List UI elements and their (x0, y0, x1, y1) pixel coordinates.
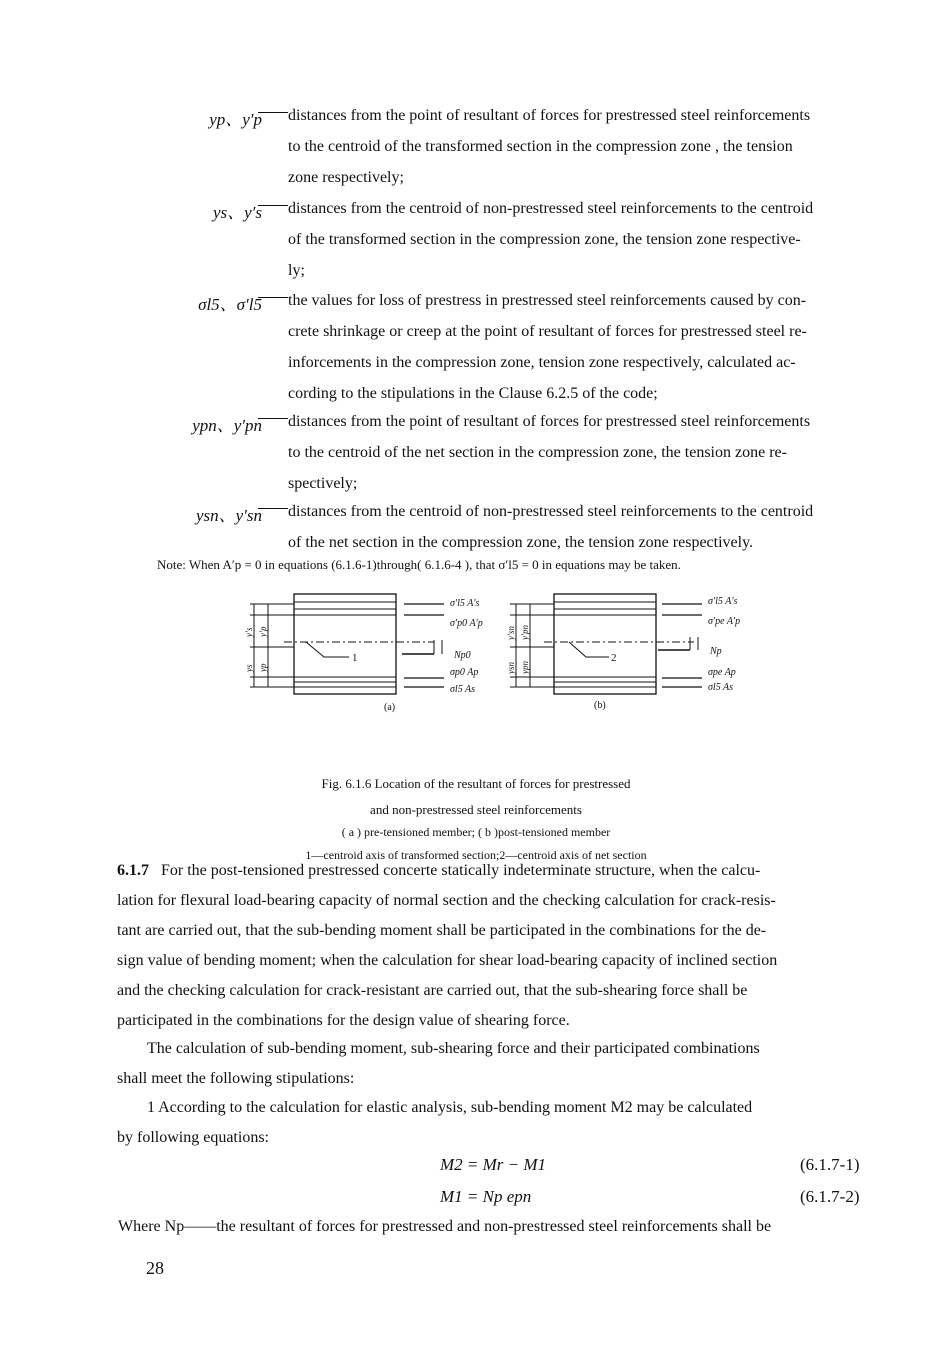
axis-number: 1 (352, 652, 358, 664)
definition-line: to the centroid of the net section in the compression zone, the tension zone re- (288, 444, 787, 461)
panel-label: (a) (384, 702, 396, 713)
figure-caption-title: Fig. 6.1.6 Location of the resultant of forces for prestressed (321, 776, 631, 791)
definition-symbol: ypn、y′pn (192, 416, 262, 435)
clause-6-1-7 (117, 856, 880, 1036)
force-label: σ′pe A′p (708, 616, 741, 627)
force-label: Np (710, 646, 722, 657)
clause-line: sign value of bending moment; when the calculation for shear load-bearing capacity of inclined section (117, 952, 778, 969)
item-line: 1 According to the calculation for elastic analysis, sub-bending moment M2 may be calculated (147, 1099, 753, 1116)
force-label: σp0 Ap (450, 667, 479, 678)
dim-label: y′pn (520, 625, 530, 640)
paragraph-stipulations (117, 1034, 880, 1094)
definition-line: the values for loss of prestress in prestressed steel reinforcements caused by con- (288, 292, 807, 309)
em-dash (258, 112, 288, 113)
figure-caption-line: ( a ) pre-tensioned member; ( b )post-tensioned member (341, 825, 611, 839)
dim-label: ypn (520, 661, 530, 674)
equation-6-1-7-2 (440, 1187, 531, 1207)
figure-caption-line: and non-prestressed steel reinforcements (370, 802, 582, 817)
equation-number: (6.1.7-1) (800, 1155, 860, 1174)
equation-lhs: M1 (440, 1187, 463, 1206)
item-1 (117, 1093, 880, 1153)
force-label: Np0 (454, 650, 471, 661)
definition-line: distances from the point of resultant of forces for prestressed steel reinforcements (288, 413, 811, 430)
definition-line: of the transformed section in the compression zone, the tension zone respective- (288, 231, 801, 248)
dim-label: ys (244, 664, 254, 672)
clause-line: and the checking calculation for crack-resistant are carried out, that the sub-shearing force shall be (117, 982, 748, 999)
panel-label: (b) (594, 700, 606, 711)
definition-symbol: ys、y′s (212, 203, 262, 222)
clause-line: lation for flexural load-bearing capacity of normal section and the checking calculation for crack-resis- (117, 892, 776, 909)
equation-6-1-7-1 (440, 1155, 546, 1175)
clause-number: 6.1.7 (117, 862, 149, 879)
definition-line: distances from the centroid of non-prestressed steel reinforcements to the centroid (288, 503, 814, 520)
force-label: σ′l5 A′s (450, 598, 480, 609)
force-label: σpe Ap (708, 667, 736, 678)
figure-caption-line: 1—centroid axis of transformed section;2—centroid axis of net section (305, 848, 647, 862)
definition-symbol: yp、y′p (209, 110, 262, 129)
dim-label: y′sn (506, 626, 516, 640)
force-label: σl5 As (708, 682, 734, 693)
paragraph-line: shall meet the following stipulations: (117, 1070, 355, 1087)
em-dash (258, 297, 288, 298)
em-dash (258, 418, 288, 419)
definition-line: of the net section in the compression zone, the tension zone respectively. (288, 534, 754, 551)
definition-symbol: ysn、y′sn (195, 506, 262, 525)
definition-symbol: σl5、σ′l5 (198, 295, 262, 314)
equation-number: (6.1.7-2) (800, 1187, 860, 1206)
definition-line: ly; (288, 262, 305, 279)
page-number: 28 (146, 1258, 164, 1278)
em-dash (258, 508, 288, 509)
dim-label: ysn (506, 662, 516, 674)
paragraph-line: The calculation of sub-bending moment, sub-shearing force and their participated combinations (147, 1040, 760, 1057)
clause-line: participated in the combinations for the design value of shearing force. (117, 1012, 570, 1029)
definition-line: spectively; (288, 475, 358, 492)
clause-line: tant are carried out, that the sub-bending moment shall be participated in the combinations for the de- (117, 922, 767, 939)
definition-line: zone respectively; (288, 169, 404, 186)
item-line: by following equations: (117, 1129, 269, 1146)
figure-6-1-6 (244, 582, 784, 717)
definition-line: distances from the point of resultant of forces for prestressed steel reinforcements (288, 107, 811, 124)
definition-line: distances from the centroid of non-prestressed steel reinforcements to the centroid (288, 200, 814, 217)
em-dash (258, 205, 288, 206)
equation-lhs: M2 (440, 1155, 463, 1174)
dim-label: yp (258, 663, 268, 672)
clause-line: For the post-tensioned prestressed concerte statically indeterminate structure, when the calcu- (161, 862, 761, 879)
definition-line: to the centroid of the transformed section in the compression zone , the tension (288, 138, 793, 155)
force-label: σ′p0 A′p (450, 618, 483, 629)
definition-line: cording to the stipulations in the Clause 6.2.5 of the code; (288, 385, 658, 402)
figure-panel-a (244, 594, 483, 713)
definition-line: crete shrinkage or creep at the point of resultant of forces for prestressed steel re- (288, 323, 807, 340)
definition-line: inforcements in the compression zone, tension zone respectively, calculated ac- (288, 354, 796, 371)
note: Note: When A′p = 0 in equations (6.1.6-1)through( 6.1.6-4 ), that σ′l5 = 0 in equations may be taken. (157, 557, 681, 572)
equation-rhs: = Mr − M1 (466, 1155, 547, 1174)
dim-label: y′s (244, 627, 254, 637)
force-label: σl5 As (450, 684, 476, 695)
axis-number: 2 (611, 652, 617, 664)
where-line: Where Np——the resultant of forces for prestressed and non-prestressed steel reinforcements shall be (118, 1218, 772, 1235)
force-label: σ′l5 A′s (708, 596, 738, 607)
figure-panel-b (506, 594, 740, 711)
equation-rhs: = Np epn (466, 1187, 532, 1206)
dim-label: y′p (258, 626, 268, 637)
